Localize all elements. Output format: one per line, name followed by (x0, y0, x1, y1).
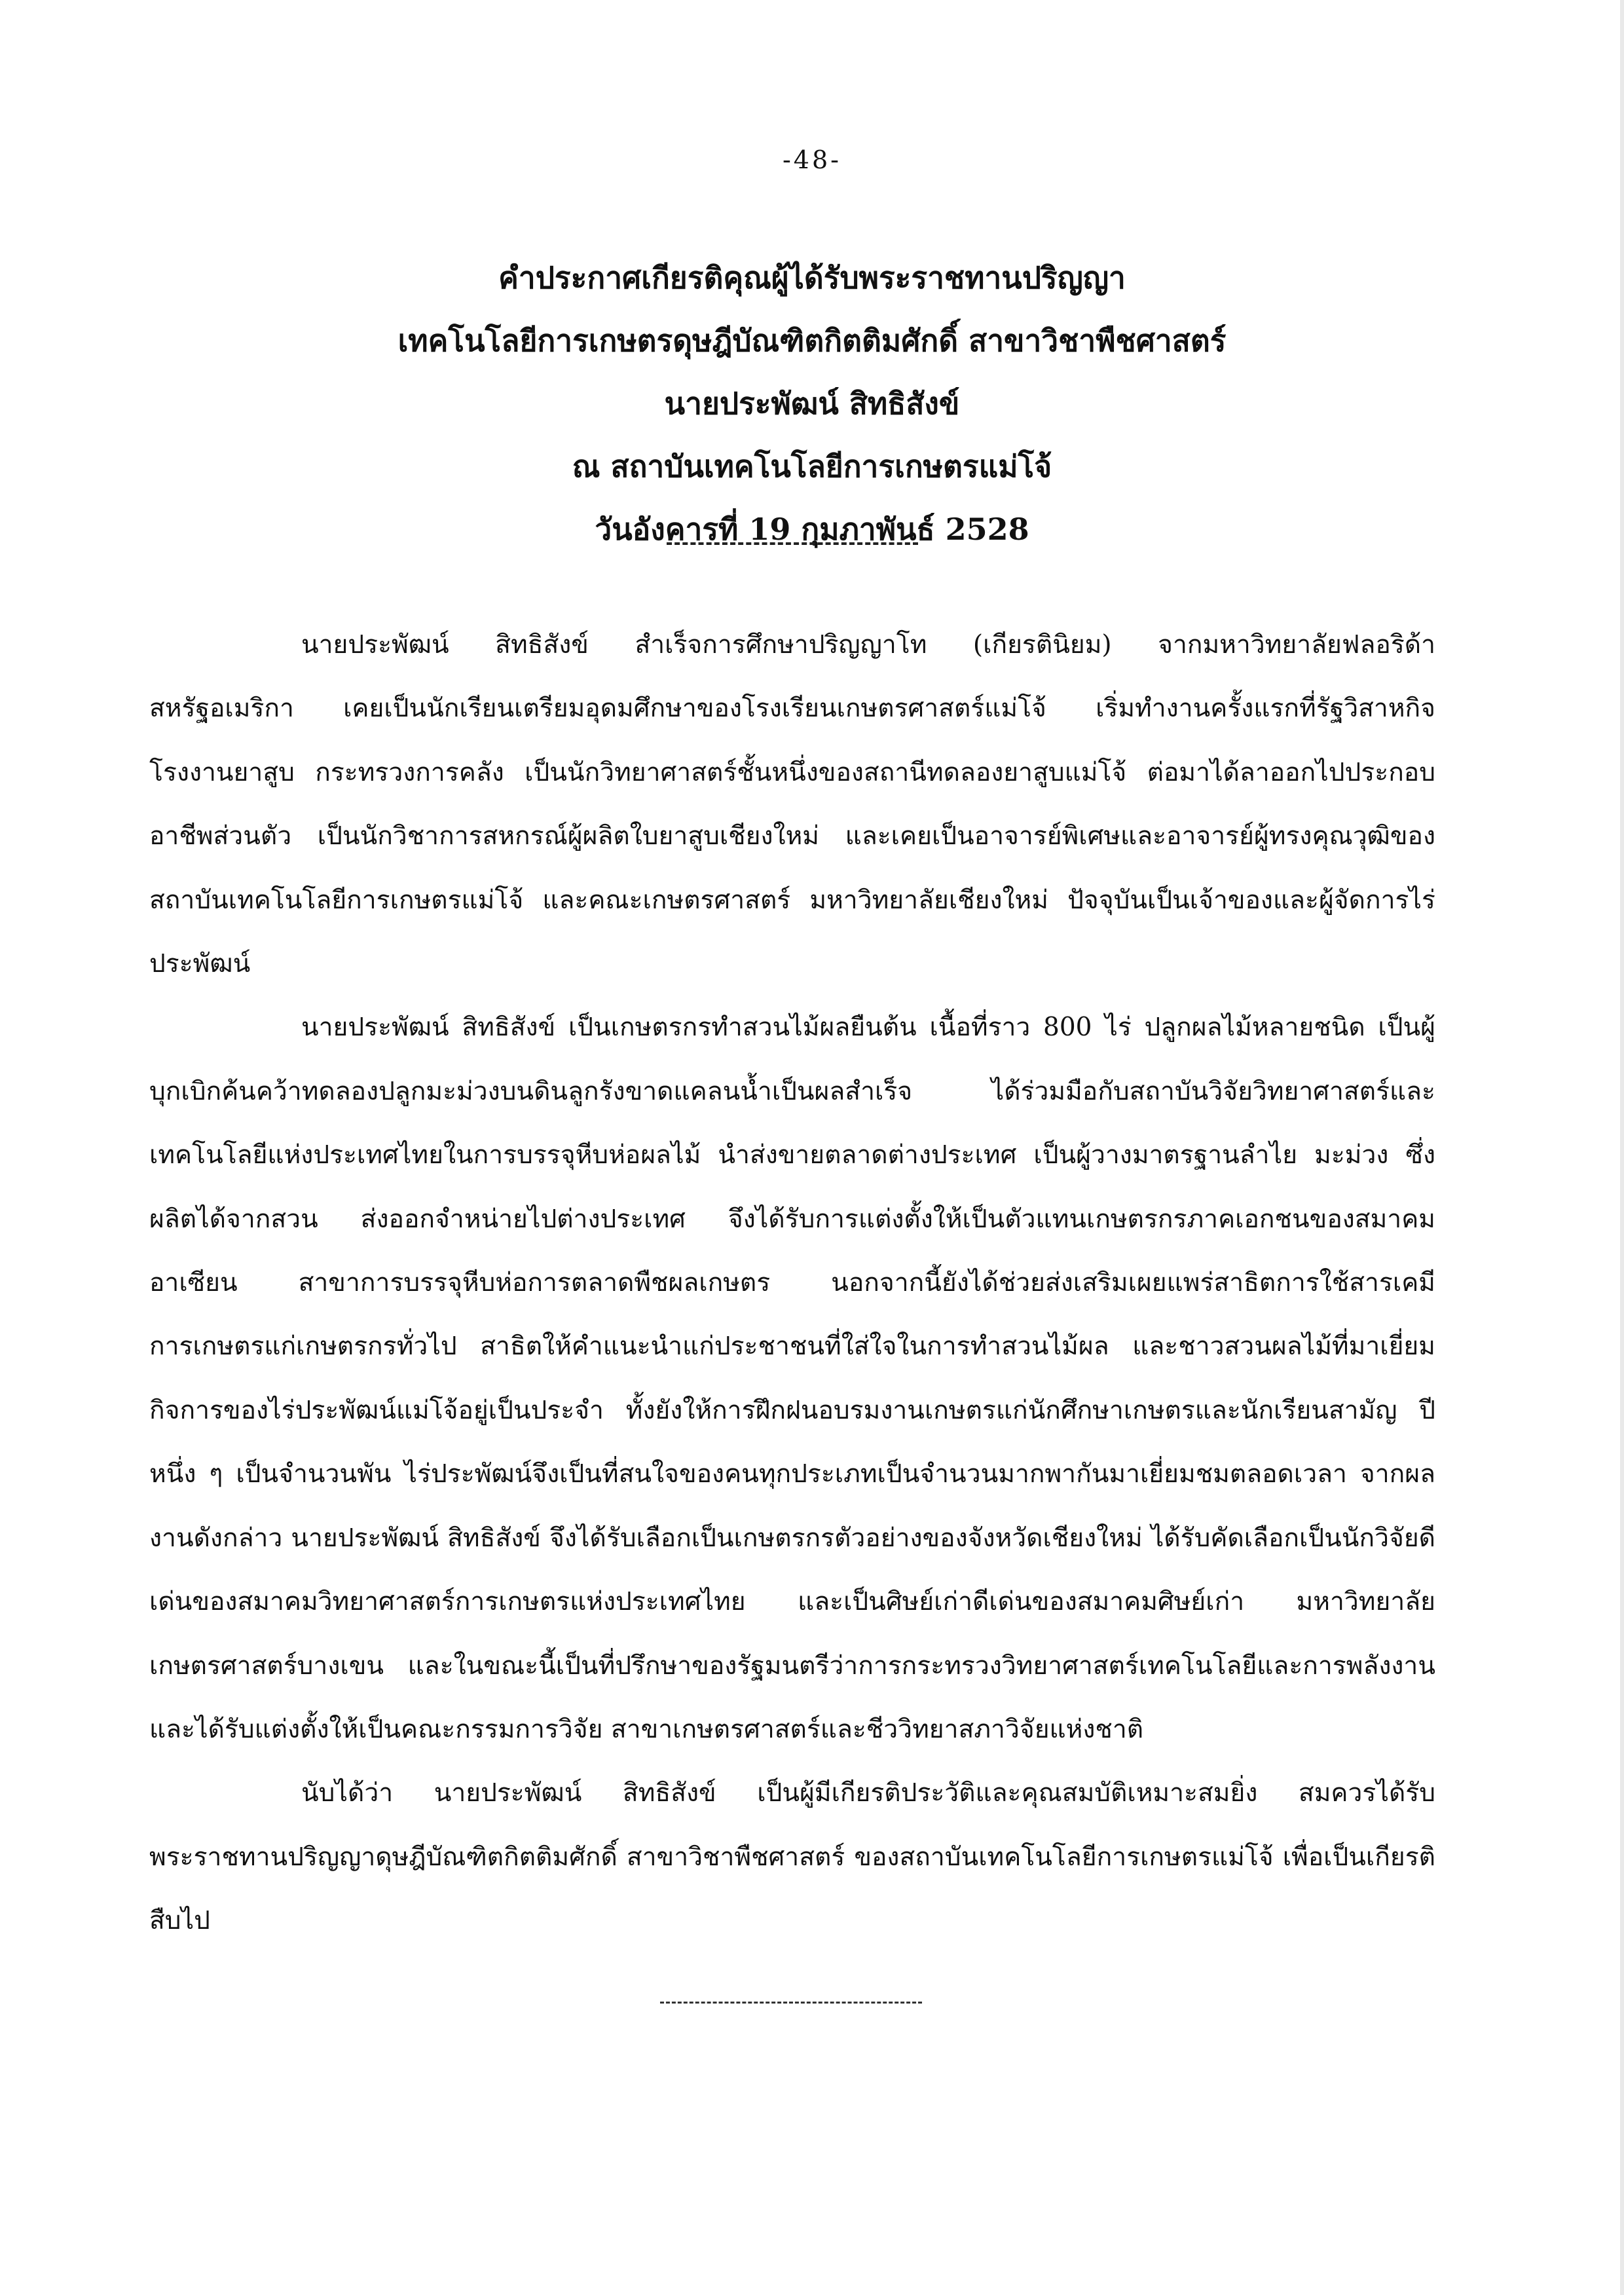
closing-divider (660, 2002, 922, 2004)
date-line: วันอังคารที่ 19 กุมภาพันธ์ 2528 (595, 512, 1029, 547)
paragraph-achievements: นายประพัฒน์ สิทธิสังข์ เป็นเกษตรกรทำสวนไม้ผลยืนต้น เนื้อที่ราว 800 ไร่ ปลูกผลไม้หลายชนิด เป็นผู้บุกเบิกค้นคว้าทดลองปลูกมะม่วงบนดินลูกรังขาดแคลนน้ำเป็นผลสำเร็จ ได้ร่วมมือกับสถาบันวิจัยวิทยาศาสตร์และเทคโนโลยีแห่งประเทศไทยในการบรรจุหีบห่อผลไม้ นำส่งขายตลาดต่างประเทศ เป็นผู้วางมาตรฐานลำไย มะม่วง ซึ่งผลิตได้จากสวน ส่งออกจำหน่ายไปต่างประเทศ จึงได้รับการแต่งตั้งให้เป็นตัวแทนเกษตรกรภาคเอกชนของสมาคมอาเซียน สาขาการบรรจุหีบห่อการตลาดพืชผลเกษตร นอกจากนี้ยังได้ช่วยส่งเสริมเผยแพร่สาธิตการใช้สารเคมีการเกษตรแก่เกษตรกรทั่วไป สาธิตให้คำแนะนำแก่ประชาชนที่ใส่ใจในการทำสวนไม้ผล และชาวสวนผลไม้ที่มาเยี่ยมกิจการของไร่ประพัฒน์แม่โจ้อยู่เป็นประจำ ทั้งยังให้การฝึกฝนอบรมงานเกษตรแก่นักศึกษาเกษตรและนักเรียนสามัญ ปีหนึ่ง ๆ เป็นจำนวนพัน ไร่ประพัฒน์จึงเป็นที่สนใจของคนทุกประเภทเป็นจำนวนมากพากันมาเยี่ยมชมตลอดเวลา จากผลงานดังกล่าว นายประพัฒน์ สิทธิสังข์ จึงได้รับเลือกเป็นเกษตรกรตัวอย่างของจังหวัดเชียงใหม่ ได้รับคัดเลือกเป็นนักวิจัยดีเด่นของสมาคมวิทยาศาสตร์การเกษตรแห่งประเทศไทย และเป็นศิษย์เก่าดีเด่นของสมาคมศิษย์เก่า มหาวิทยาลัยเกษตรศาสตร์บางเขน และในขณะนี้เป็นที่ปรึกษาของรัฐมนตรีว่าการกระทรวงวิทยาศาสตร์เทคโนโลยีและการพลังงาน และได้รับแต่งตั้งให้เป็นคณะกรรมการวิจัย สาขาเกษตรศาสตร์และชีววิทยาสภาวิจัยแห่งชาติ (149, 1013, 1435, 1744)
title-block (131, 246, 1493, 561)
degree-line: เทคโนโลยีการเกษตรดุษฎีบัณฑิตกิตติมศักดิ์ สาขาวิชาพืชศาสตร์ (397, 323, 1227, 358)
citation-body (149, 613, 1435, 1953)
honoree-name: นายประพัฒน์ สิทธิสังข์ (664, 386, 960, 421)
page-number: -48- (782, 145, 842, 174)
title-line: คำประกาศเกียรติคุณผู้ได้รับพระราชทานปริญญา (498, 260, 1126, 295)
paragraph-conclusion: นับได้ว่า นายประพัฒน์ สิทธิสังข์ เป็นผู้มีเกียรติประวัติและคุณสมบัติเหมาะสมยิ่ง สมควรได้รับพระราชทานปริญญาดุษฎีบัณฑิตกิตติมศักดิ์ สาขาวิชาพืชศาสตร์ ของสถาบันเทคโนโลยีการเกษตรแม่โจ้ เพื่อเป็นเกียรติสืบไป (149, 1778, 1435, 1936)
paragraph-education: นายประพัฒน์ สิทธิสังข์ สำเร็จการศึกษาปริญญาโท (เกียรตินิยม) จากมหาวิทยาลัยฟลอริด้า สหรัฐอเมริกา เคยเป็นนักเรียนเตรียมอุดมศึกษาของโรงเรียนเกษตรศาสตร์แม่โจ้ เริ่มทำงานครั้งแรกที่รัฐวิสาหกิจ โรงงานยาสูบ กระทรวงการคลัง เป็นนักวิทยาศาสตร์ชั้นหนึ่งของสถานีทดลองยาสูบแม่โจ้ ต่อมาได้ลาออกไปประกอบอาชีพส่วนตัว เป็นนักวิชาการสหกรณ์ผู้ผลิตใบยาสูบเชียงใหม่ และเคยเป็นอาจารย์พิเศษและอาจารย์ผู้ทรงคุณวุฒิของสถาบันเทคโนโลยีการเกษตรแม่โจ้ และคณะเกษตรศาสตร์ มหาวิทยาลัยเชียงใหม่ ปัจจุบันเป็นเจ้าของและผู้จัดการไร่ประพัฒน์ (149, 630, 1435, 979)
scan-edge (1620, 0, 1624, 2295)
heading-divider (667, 542, 918, 545)
institution-line: ณ สถาบันเทคโนโลยีการเกษตรแม่โจ้ (572, 449, 1052, 484)
